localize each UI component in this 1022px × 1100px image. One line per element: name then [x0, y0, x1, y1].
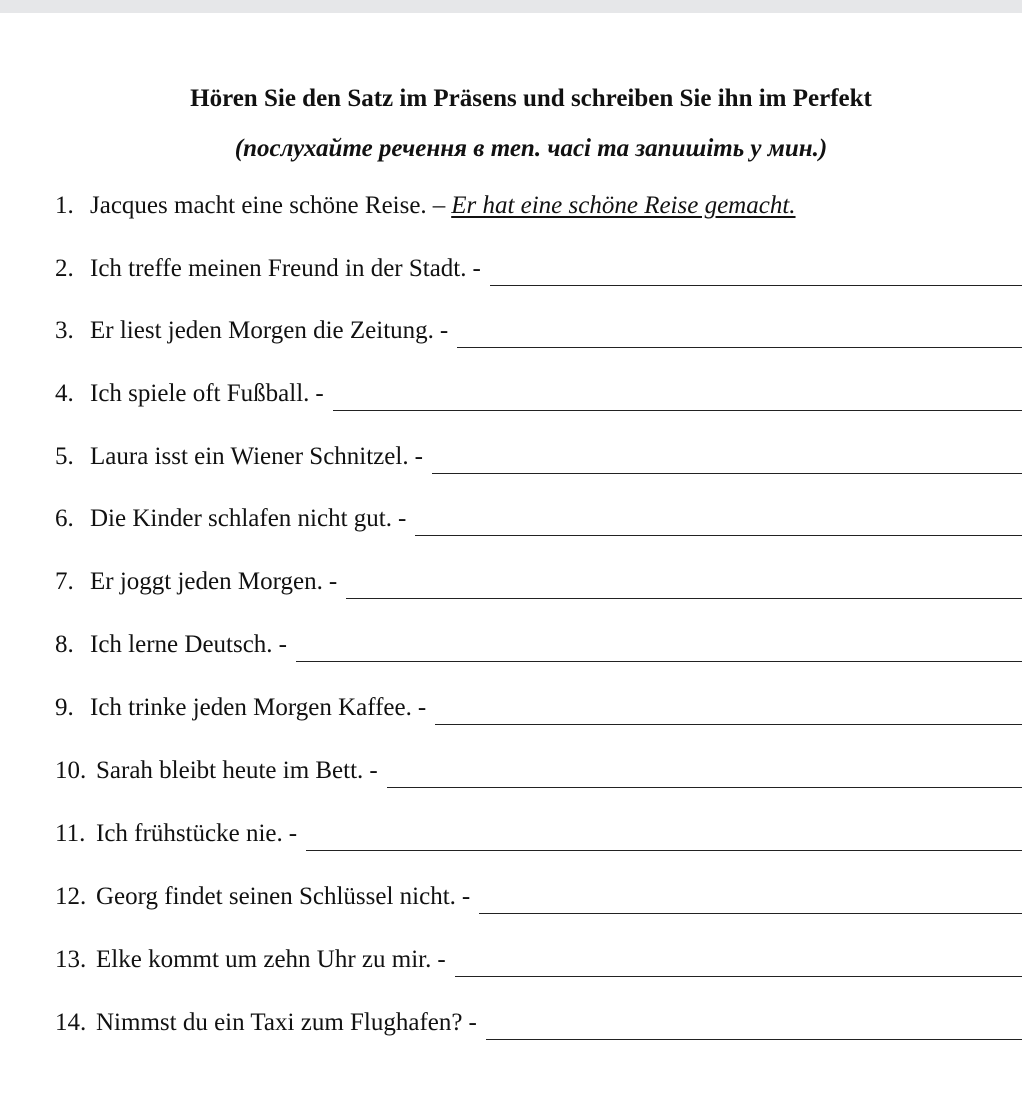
item-number: 6. — [55, 505, 74, 532]
item-number: 7. — [55, 568, 74, 595]
item-number: 4. — [55, 380, 74, 407]
exercise-item — [55, 380, 1022, 414]
answer-line[interactable] — [346, 597, 1022, 599]
answer-line[interactable] — [435, 723, 1022, 725]
item-separator: - — [369, 757, 378, 784]
answer-line[interactable] — [486, 1038, 1022, 1040]
example-item — [55, 192, 1022, 226]
item-sentence: Georg findet seinen Schlüssel nicht. — [96, 883, 456, 910]
answer-line[interactable] — [306, 849, 1022, 851]
worksheet-subtitle: (послухайте речення в теп. часі та запишіть у мин.) — [234, 135, 828, 162]
exercise-item — [55, 946, 1022, 980]
item-number: 1. — [55, 192, 74, 219]
item-separator: - — [468, 1009, 477, 1036]
item-sentence: Ich frühstücke nie. — [96, 820, 283, 847]
exercise-item — [55, 883, 1022, 917]
item-separator: - — [461, 883, 471, 910]
answer-line[interactable] — [457, 346, 1022, 348]
item-sentence: Sarah bleibt heute im Bett. — [96, 757, 364, 784]
item-number: 5. — [55, 443, 74, 470]
item-separator: - — [328, 568, 338, 595]
exercise-item — [55, 568, 1022, 602]
item-number: 10. — [55, 757, 87, 784]
example-answer: Er hat eine schöne Reise gemacht. — [451, 192, 796, 219]
exercise-item — [55, 317, 1022, 351]
item-sentence: Nimmst du ein Taxi zum Flughafen? — [96, 1009, 463, 1036]
item-separator: - — [417, 694, 427, 721]
item-separator: - — [414, 443, 423, 470]
item-sentence: Ich spiele oft Fußball. — [90, 380, 310, 407]
item-sentence: Die Kinder schlafen nicht gut. — [90, 505, 392, 532]
exercise-item — [55, 1009, 1022, 1043]
answer-line[interactable] — [415, 534, 1022, 536]
item-separator: – — [432, 192, 446, 219]
answer-line[interactable] — [333, 409, 1022, 411]
item-sentence: Jacques macht eine schöne Reise. — [90, 192, 427, 219]
item-separator: - — [472, 255, 481, 282]
item-number: 14. — [55, 1009, 87, 1036]
answer-line[interactable] — [479, 912, 1022, 914]
exercise-item — [55, 631, 1022, 665]
item-number: 9. — [55, 694, 74, 721]
item-sentence: Ich treffe meinen Freund in der Stadt. — [90, 255, 467, 282]
item-separator: - — [437, 946, 446, 973]
exercise-item — [55, 757, 1022, 791]
item-number: 11. — [55, 820, 86, 847]
answer-line[interactable] — [455, 975, 1022, 977]
worksheet-title: Hören Sie den Satz im Präsens und schreiben Sie ihn im Perfekt — [190, 85, 872, 112]
item-number: 2. — [55, 255, 74, 282]
item-sentence: Laura isst ein Wiener Schnitzel. — [90, 443, 409, 470]
answer-line[interactable] — [296, 660, 1022, 662]
item-number: 12. — [55, 883, 87, 910]
exercise-item — [55, 820, 1022, 854]
item-separator: - — [278, 631, 287, 658]
item-sentence: Ich trinke jeden Morgen Kaffee. — [90, 694, 412, 721]
exercise-item — [55, 505, 1022, 539]
item-separator: - — [398, 505, 407, 532]
exercise-item — [55, 255, 1022, 289]
answer-line[interactable] — [490, 284, 1022, 286]
item-number: 3. — [55, 317, 74, 344]
answer-line[interactable] — [387, 786, 1022, 788]
item-sentence: Er joggt jeden Morgen. — [90, 568, 323, 595]
exercise-item — [55, 694, 1022, 728]
item-sentence: Elke kommt um zehn Uhr zu mir. — [96, 946, 432, 973]
item-number: 8. — [55, 631, 74, 658]
item-number: 13. — [55, 946, 87, 973]
item-sentence: Ich lerne Deutsch. — [90, 631, 273, 658]
exercise-item — [55, 443, 1022, 477]
item-sentence: Er liest jeden Morgen die Zeitung. — [90, 317, 434, 344]
item-separator: - — [315, 380, 324, 407]
item-separator: - — [439, 317, 449, 344]
answer-line[interactable] — [432, 472, 1022, 474]
item-separator: - — [288, 820, 298, 847]
